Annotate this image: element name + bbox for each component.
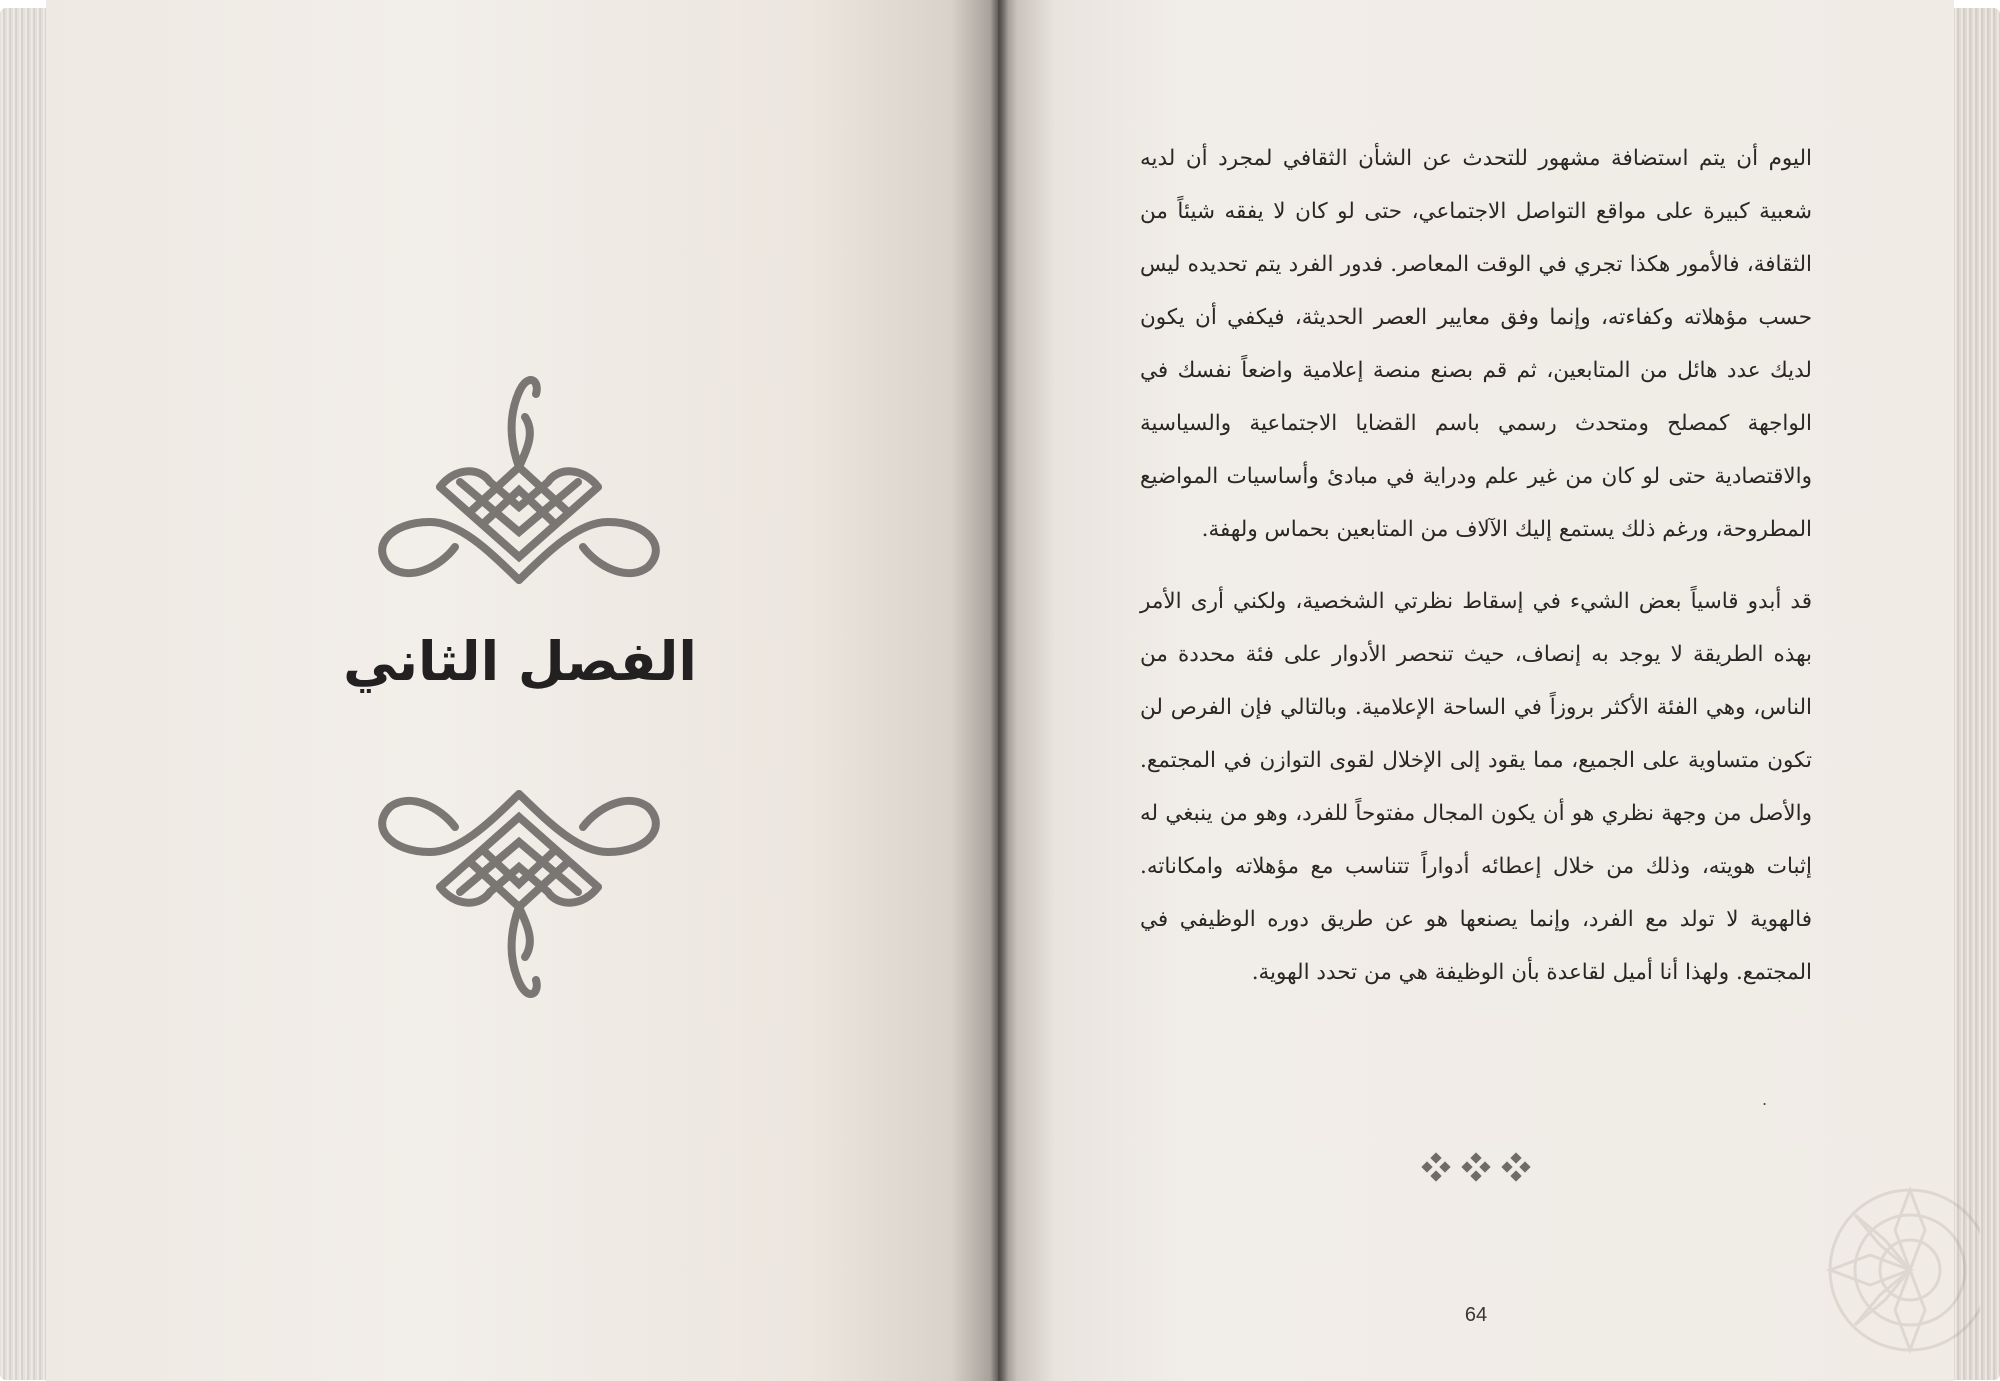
diamond-cluster-divider-icon — [1418, 1150, 1534, 1184]
left-page-edges — [0, 8, 48, 1380]
page-number: 64 — [1464, 1304, 1488, 1326]
flourish-ornament-top-icon — [360, 372, 678, 594]
flourish-ornament-bottom-icon — [360, 780, 678, 1002]
book-spine — [990, 0, 1008, 1381]
paragraph-2: قد أبدو قاسياً بعض الشيء في إسقاط نظرتي الشخصية، ولكني أرى الأمر بهذه الطريقة لا يوجد به إنصاف، حيث تنحصر الأدوار على فئة محددة من الناس، وهي الفئة الأكثر بروزاً في الساحة الإعلامية. وبالتالي فإن الفرص لن تكون متساوية على الجميع، مما يقود إلى الإخلال لقوى التوازن في المجتمع. والأصل من وجهة نظري هو أن يكون المجال مفتوحاً للفرد، وهو من ينبغي له إثبات هويته، وذلك من خلال إعطائه أدواراً تتناسب مع مؤهلاته وامكاناته. فالهوية لا تولد مع الفرد، وإنما يصنعها هو عن طريق دوره الوظيفي في المجتمع. ولهذا أنا أميل لقاعدة بأن الوظيفة هي من تحدد الهوية. — [1140, 589, 1812, 985]
paragraph-1: اليوم أن يتم استضافة مشهور للتحدث عن الشأن الثقافي لمجرد أن لديه شعبية كبيرة على مواقع التواصل الاجتماعي، حتى لو كان لا يفقه شيئاً من الثقافة، فالأمور هكذا تجري في الوقت المعاصر. فدور الفرد يتم تحديده ليس حسب مؤهلاته وكفاءته، وإنما وفق معايير العصر الحديثة، فيكفي أن يكون لديك عدد هائل من المتابعين، ثم قم بصنع منصة إعلامية واضعاً نفسك في الواجهة كمصلح ومتحدث رسمي باسم القضايا الاجتماعية والسياسية والاقتصادية حتى لو كان من غير علم ودراية في مبادئ وأساسيات المواضيع المطروحة، ورغم ذلك يستمع إليك الآلاف من المتابعين بحماس ولهفة. — [1140, 146, 1813, 542]
right-page-body — [1140, 132, 1812, 999]
chapter-title: الفصل الثاني — [343, 630, 697, 693]
corner-mandala-watermark-icon — [1800, 1160, 1980, 1370]
stray-mark: . — [1762, 1090, 1768, 1109]
